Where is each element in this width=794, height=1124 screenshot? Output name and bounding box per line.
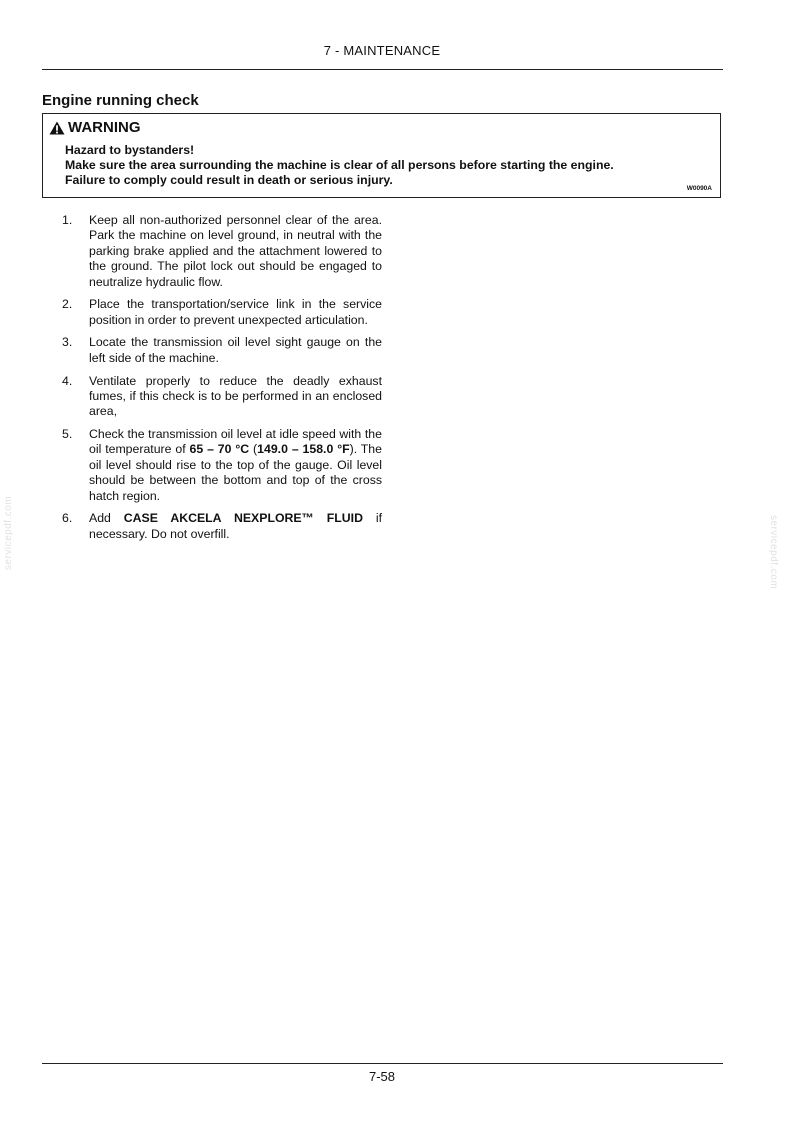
- warning-heading: [49, 119, 141, 136]
- warning-line-hazard: Hazard to bystanders!: [65, 143, 195, 157]
- page-number: 7-58: [368, 1069, 396, 1084]
- fluid-name: CASE AKCELA NEXPLORE™ FLUID: [123, 511, 363, 526]
- header-rule: [42, 69, 723, 70]
- step-text: Add CASE AKCELA NEXPLORE™ FLUID if necessary. Do not overfill.: [89, 511, 382, 541]
- warning-triangle-icon: [49, 121, 65, 135]
- step-text: Check the transmission oil level at idle speed with the oil temperature of 65 – 70 °C (149.0 – 158.0 °F). The oil level should rise to the top of the gauge. Oil level should be between the bottom and top of the cross hatch region.: [89, 427, 382, 503]
- watermark-right: servicepdf.com: [768, 515, 779, 590]
- watermark-left: servicepdf.com: [3, 495, 14, 570]
- step-item: [62, 335, 382, 366]
- procedure-steps: [62, 213, 382, 550]
- warning-box: [42, 113, 721, 198]
- step-text: Keep all non-authorized personnel clear of the area. Park the machine on level ground, in neutral with the parking brake applied and the attachment lowered to the ground. The pilot lock out should be engaged to neutralize hydraulic flow.: [89, 213, 382, 289]
- warning-label: WARNING: [68, 119, 141, 136]
- step-number: 1.: [62, 213, 73, 227]
- step-number: 6.: [62, 511, 73, 526]
- step-item: [62, 427, 382, 504]
- step-text: Ventilate properly to reduce the deadly exhaust fumes, if this check is to be performed in an enclosed area,: [89, 373, 382, 419]
- footer-rule: [42, 1063, 723, 1064]
- section-title: Engine running check: [42, 92, 199, 109]
- step-number: 5.: [62, 427, 73, 442]
- step-item: [62, 213, 382, 290]
- step-number: 4.: [62, 373, 73, 388]
- warning-line-instruction: Make sure the area surrounding the machine is clear of all persons before starting the engine.: [65, 158, 614, 172]
- step-item: [62, 297, 382, 328]
- step-item: [62, 374, 382, 420]
- warning-text: [65, 143, 614, 188]
- running-header: 7 - MAINTENANCE: [323, 43, 441, 58]
- step-item: [62, 511, 382, 542]
- warning-line-consequence: Failure to comply could result in death or serious injury.: [65, 173, 393, 187]
- step-number: 3.: [62, 335, 73, 350]
- temperature-celsius: 65 – 70 °C: [189, 442, 250, 457]
- step-text: Place the transportation/service link in the service position in order to prevent unexpected articulation.: [89, 297, 382, 327]
- step-text: Locate the transmission oil level sight gauge on the left side of the machine.: [89, 335, 382, 365]
- warning-code: W0090A: [686, 185, 712, 192]
- step-number: 2.: [62, 297, 73, 312]
- temperature-fahrenheit: 149.0 – 158.0 °F: [257, 442, 350, 457]
